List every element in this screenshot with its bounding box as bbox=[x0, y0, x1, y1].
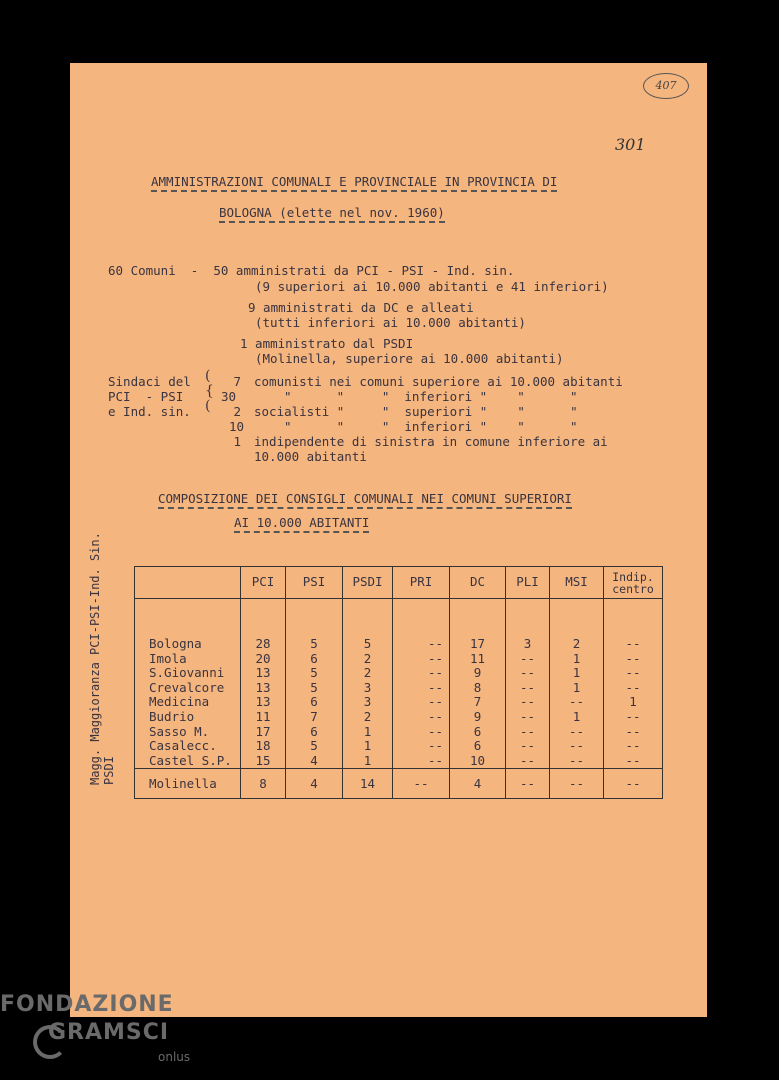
row-name: Budrio bbox=[149, 708, 195, 724]
logo-text-2: GRAMSCI bbox=[48, 1020, 170, 1045]
cell: -- bbox=[604, 769, 663, 799]
header-psi: PSI bbox=[286, 567, 343, 599]
names-col bbox=[135, 599, 241, 769]
sindaci-label-2: PCI - PSI bbox=[108, 389, 184, 404]
table-header-row bbox=[135, 567, 663, 599]
pli-col: 3 -- -- -- -- -- -- -- -- bbox=[506, 599, 550, 769]
sindaci-t4: " " " inferiori " " " bbox=[284, 419, 578, 434]
table-title-line-2: AI 10.000 ABITANTI bbox=[234, 515, 369, 530]
indip-col: -- -- -- -- 1 -- -- -- -- bbox=[604, 599, 663, 769]
header-dc: DC bbox=[450, 567, 506, 599]
header-pci: PCI bbox=[241, 567, 286, 599]
archive-stamp: 407 bbox=[643, 73, 689, 99]
composition-table bbox=[134, 566, 663, 799]
sindaci-n2: 30 bbox=[221, 389, 237, 404]
cell: 4 bbox=[450, 769, 506, 799]
cell: 14 bbox=[343, 769, 393, 799]
row-name: Casalecc. bbox=[149, 738, 217, 754]
table-row-molinella bbox=[135, 769, 663, 799]
row-name: Imola bbox=[149, 650, 187, 666]
table-title-line-1: COMPOSIZIONE DEI CONSIGLI COMUNALI NEI COMUNI SUPERIORI bbox=[158, 491, 572, 506]
dc-col: 17 11 9 8 7 9 6 6 10 bbox=[450, 599, 506, 769]
pci-col: 28 20 13 13 13 11 17 18 15 bbox=[241, 599, 286, 769]
header-blank bbox=[135, 567, 241, 599]
row-name: Crevalcore bbox=[149, 679, 225, 695]
cell: 4 bbox=[286, 769, 343, 799]
header-psdi: PSDI bbox=[343, 567, 393, 599]
cell: -- bbox=[506, 769, 550, 799]
logo-text-3: onlus bbox=[158, 1050, 191, 1064]
row-name: Medicina bbox=[149, 694, 210, 710]
row-name: S.Giovanni bbox=[149, 665, 225, 681]
vertical-note: Magg. Maggioranza PCI-PSI-Ind. Sin. PSDI bbox=[88, 532, 116, 785]
psi-col: 5 6 5 5 6 7 6 5 4 bbox=[286, 599, 343, 769]
header-indip: Indip. centro bbox=[604, 567, 663, 599]
sindaci-t6: 10.000 abitanti bbox=[254, 449, 367, 464]
cell: -- bbox=[393, 769, 450, 799]
sindaci-t5: indipendente di sinistra in comune inferiore ai bbox=[254, 434, 608, 449]
sindaci-n5: 1 bbox=[233, 434, 241, 449]
logo-text-1: FONDAZIONE bbox=[0, 992, 174, 1017]
psdi-col: 5 2 2 3 3 2 1 1 1 bbox=[343, 599, 393, 769]
sindaci-label-3: e Ind. sin. bbox=[108, 404, 191, 419]
msi-col: 2 1 1 1 -- 1 -- -- -- bbox=[550, 599, 604, 769]
header-pli: PLI bbox=[506, 567, 550, 599]
row-name: Molinella bbox=[135, 769, 241, 799]
cell: 8 bbox=[241, 769, 286, 799]
table-body-row bbox=[135, 599, 663, 769]
header-msi: MSI bbox=[550, 567, 604, 599]
sindaci-t1: comunisti nei comuni superiore ai 10.000 abitanti bbox=[254, 374, 623, 389]
comuni-line-1: 60 Comuni - 50 amministrati da PCI - PSI - Ind. sin. bbox=[108, 263, 515, 278]
title-line-1: AMMINISTRAZIONI COMUNALI E PROVINCIALE IN PROVINCIA DI bbox=[151, 174, 557, 189]
comuni-line-4: (tutti inferiori ai 10.000 abitanti) bbox=[255, 315, 526, 330]
sindaci-n1: 7 bbox=[233, 374, 241, 389]
sindaci-t2: " " " inferiori " " " bbox=[284, 389, 578, 404]
comuni-line-2: (9 superiori ai 10.000 abitanti e 41 inferiori) bbox=[255, 279, 609, 294]
row-name: Bologna bbox=[149, 636, 202, 651]
comuni-line-5: 1 amministrato dal PSDI bbox=[240, 336, 414, 351]
comuni-line-3: 9 amministrati da DC e alleati bbox=[248, 300, 474, 315]
brace: ( { ( bbox=[205, 368, 214, 414]
document-page bbox=[70, 63, 707, 1017]
comuni-line-6: (Molinella, superiore ai 10.000 abitanti) bbox=[255, 351, 564, 366]
sindaci-n4: 10 bbox=[229, 419, 245, 434]
row-name: Castel S.P. bbox=[149, 752, 232, 768]
title-line-2: BOLOGNA (elette nel nov. 1960) bbox=[219, 205, 445, 220]
row-name: Sasso M. bbox=[149, 723, 210, 739]
sindaci-t3: socialisti " " superiori " " " bbox=[254, 404, 578, 419]
header-pri: PRI bbox=[393, 567, 450, 599]
cell: -- bbox=[550, 769, 604, 799]
sindaci-n3: 2 bbox=[233, 404, 241, 419]
sindaci-label-1: Sindaci del bbox=[108, 374, 191, 389]
page-number: 301 bbox=[615, 135, 646, 154]
pri-col: -- -- -- -- -- -- -- -- -- bbox=[393, 599, 450, 769]
